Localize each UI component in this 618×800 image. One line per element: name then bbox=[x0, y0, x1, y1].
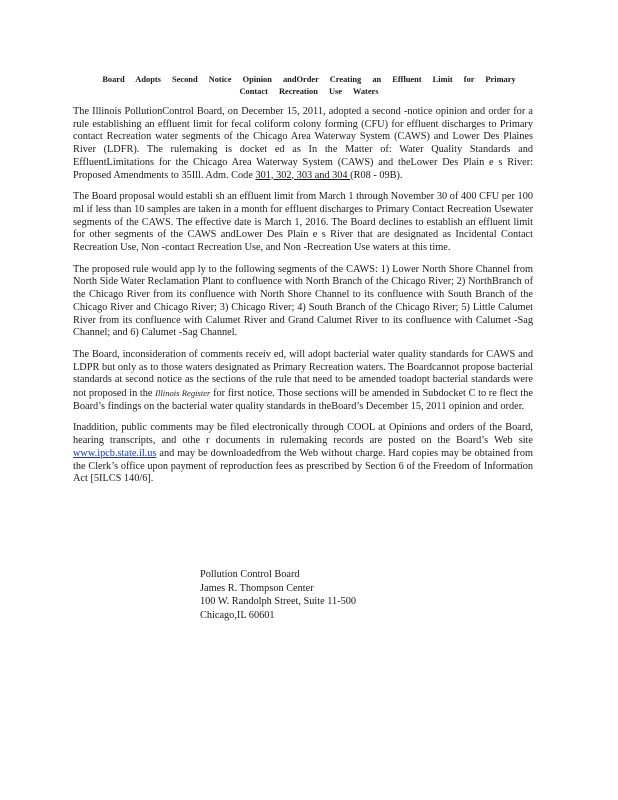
address-line-4: Chicago,IL 60601 bbox=[200, 609, 275, 621]
paragraph-4-text: The Board, inconsideration of comments receiv ed, will adopt bacterial water quality standards for CAWS and LDPR but only as to those waters designated as Primary Recreation waters. The Boardcannot propose bacterial standards at second notice as the sections of the rule that need to be amended toadopt bacterial standards were not proposed in the bbox=[73, 348, 533, 400]
document-title bbox=[72, 74, 546, 98]
paragraph-1 bbox=[73, 106, 533, 182]
paragraph-4 bbox=[73, 349, 533, 414]
paragraph-1-text: The Illinois PollutionControl Board, on December 15, 2011, adopted a second -notice opinion and order for a rule establishing an effluent limit for fecal coliform colony forming (CFU) for effluent discharges to Primary contact Recreation water segments of the Chicago Area Waterway System (CAWS) and Lower Des Plaines River (LDFR). The rulemaking is docket ed as In the Matter of: Water Quality Standards and EffluentLimitations for the Chicago Area Waterway System (CAWS) and theLower Des Plain e s River: Proposed Amendments to 35Ill. Adm. Code bbox=[73, 106, 533, 181]
address-line-2: James R. Thompson Center bbox=[200, 582, 314, 594]
illinois-register-title: Illinois Register bbox=[155, 388, 211, 399]
address-line-3: 100 W. Randolph Street, Suite 11-500 bbox=[200, 596, 357, 607]
paragraph-5-text: Inaddition, public comments may be filed electronically through COOL at Opinions and orders of the Board, hearing transcripts, and othe r documents in rulemaking records are posted on the Board’s Web site bbox=[73, 422, 533, 447]
paragraph-5 bbox=[73, 422, 533, 486]
board-website-link[interactable]: www.ipcb.state.il.us bbox=[73, 447, 157, 459]
paragraph-2: The Board proposal would establi sh an effluent limit from March 1 through November 30 of 400 CFU per 100 ml if less than 10 samples are taken in a month for effluent discharges to Primary Contact Recreation Usewater segments of the CAWS. The effective date is March 1, 2016. The Board declines to establish an effluent limit for other segments of the CAWS andLower Des Plain e s River that are designated as Incidental Contact Recreation Use, Non -contact Recreation Use, and Non -Recreation Use waters at this time. bbox=[73, 191, 533, 254]
title-line-2: Contact Recreation Use Waters bbox=[239, 87, 379, 96]
code-sections: 301, 302, 303 and 304 bbox=[255, 169, 351, 181]
paragraph-5-tail: and may be downloadedfrom the Web without charge. Hard copies may be obtained from the Clerk’s office upon payment of reproduction fees as prescribed by Section 6 of the Freedom of Information Act [5ILCS 140/6]. bbox=[73, 447, 533, 485]
document-body bbox=[73, 106, 533, 495]
paragraph-4-tail: for first notice. Those sections will be amended in Subdocket C to re flect the Board’s findings on the bacterial water quality standards in theBoard’s December 15, 2011 opinion and order. bbox=[73, 388, 533, 412]
address-line-1: Pollution Control Board bbox=[200, 569, 300, 580]
paragraph-3: The proposed rule would app ly to the following segments of the CAWS: 1) Lower North Shore Channel from North Side Water Reclamation Plant to confluence with North Branch of the Chicago River; 2) NorthBranch of the Chicago River from its confluence with North Shore Channel to its confluence with South Branch of the Chicago River and Chicago River; 3) Chicago River; 4) South Branch of the Chicago River; 5) Little Calumet River from its confluence with Calumet River and Grand Calumet River to its confluence with Calumet -Sag Channel; and 6) Calumet -Sag Channel. bbox=[73, 263, 533, 339]
docket-number: (R08 - 09B). bbox=[350, 169, 403, 181]
mailing-address bbox=[200, 568, 356, 622]
title-line-1: Board Adopts Second Notice Opinion andOrder Creating an Effluent Limit for Primary bbox=[102, 75, 516, 84]
